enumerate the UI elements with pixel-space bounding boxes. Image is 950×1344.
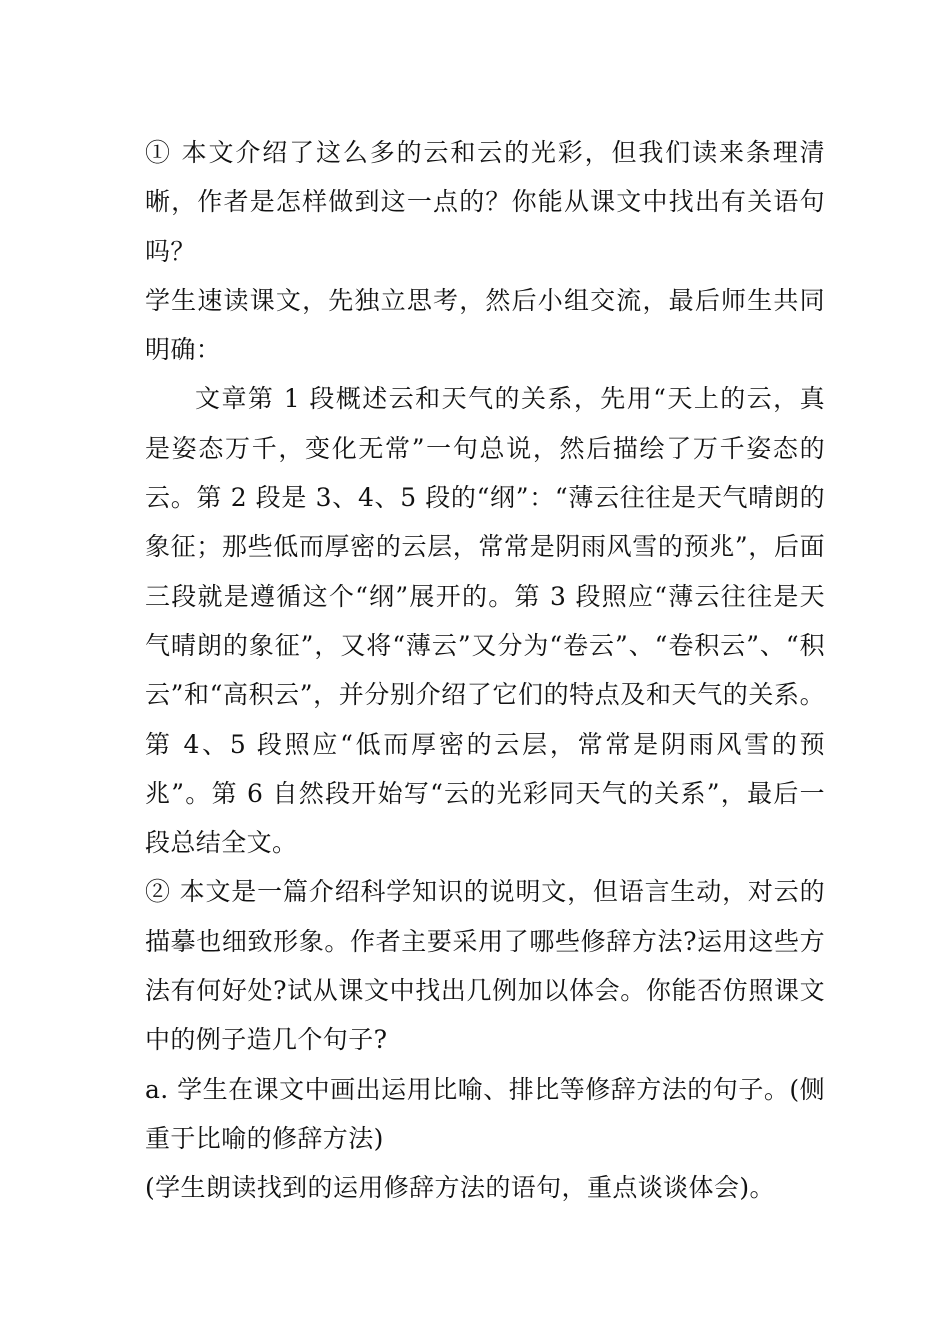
student-activity-paragraph: 学生速读课文，先独立思考，然后小组交流，最后师生共同明确： (145, 285, 825, 365)
question-1-paragraph: ① 本文介绍了这么多的云和云的光彩，但我们读来条理清晰，作者是怎样做到这一点的？你能从课文中找出有关语句吗？ (145, 138, 825, 266)
step-a-paragraph: a. 学生在课文中画出运用比喻、排比等修辞方法的句子。(侧重于比喻的修辞方法) (145, 1074, 825, 1153)
note-paragraph: (学生朗读找到的运用修辞方法的语句，重点谈谈体会)。 (145, 1173, 775, 1203)
answer-paragraph: 文章第 1 段概述云和天气的关系，先用“天上的云，真是姿态万千，变化无常”一句总说，然后描绘了万千姿态的云。第 2 段是 3、4、5 段的“纲”：“薄云往往是天气晴朗的象征；那些低而厚密的云层，常常是阴雨风雪的预兆”，后面三段就是遵循这个“纲”展开的。第 3 段照应“薄云往往是天气晴朗的象征”，又将“薄云”又分为“卷云”、“卷积云”、“积云”和“高积云”，并分别介绍了它们的特点及和天气的关系。第 4、5 段照应“低而厚密的云层，常常是阴雨风雪的预兆”。第 6 自然段开始写“云的光彩同天气的关系”，最后一段总结全文。 (145, 384, 825, 858)
document-body (145, 128, 825, 1213)
question-2-paragraph: ② 本文是一篇介绍科学知识的说明文，但语言生动，对云的描摹也细致形象。作者主要采用了哪些修辞方法?运用这些方法有何好处?试从课文中找出几例加以体会。你能否仿照课文中的例子造几个句子? (145, 877, 825, 1055)
